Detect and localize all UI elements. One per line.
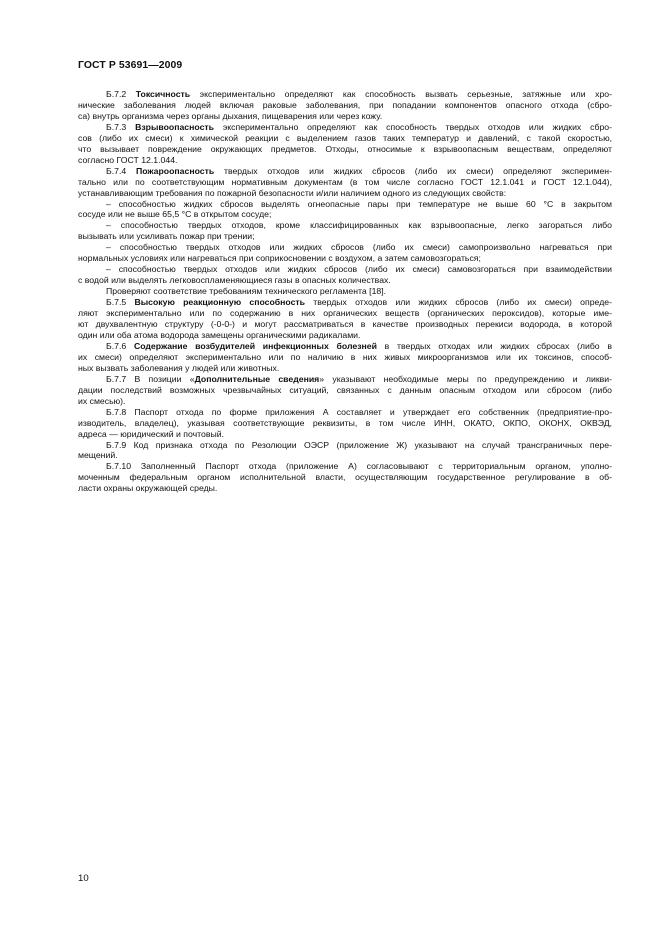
text-line: Б.7.6 Содержание возбудителей инфекционных болезней в твердых отходах или жидких сбросах (либо в	[106, 340, 612, 351]
text-line: адреса — юридический и почтовый.	[78, 428, 224, 439]
page-number: 10	[78, 873, 89, 884]
text-line: сов (либо их смеси) к химической реакции с выделением газов таких температур и давлений, с такой скоростью,	[78, 132, 612, 143]
clause-number: Б.7.6	[106, 340, 127, 351]
text-line: ласти охраны окружающей среды.	[78, 483, 218, 494]
text-line: Б.7.3 Взрывоопасность экспериментально определяют как способность твердых отходов или жидких сбро-	[106, 121, 612, 132]
text-line: Б.7.10 Заполненный Паспорт отхода (приложение А) согласовывают с территориальным органом, уполно-	[106, 461, 612, 472]
document-body	[78, 89, 612, 494]
clause-term: Дополнительные сведения	[194, 373, 320, 384]
clause-number: Б.7.8	[106, 406, 127, 417]
text-line: тально или по соответствующим нормативным документам (в том числе согласно ГОСТ 12.1.041 и ГОСТ 12.1.044),	[78, 176, 612, 187]
clause-term: Пожароопасность	[135, 165, 215, 176]
text-line: Б.7.8 Паспорт отхода по форме приложения А составляет и утверждает его собственник (предприятие-про-	[106, 406, 612, 417]
list-item: – способностью жидких сбросов выделять огнеопасные пары при температуре не выше 60 °С в закрытом	[106, 198, 612, 209]
text-line: согласно ГОСТ 12.1.044.	[78, 154, 178, 165]
text-line: мещений.	[78, 450, 118, 461]
text-line: изводитель, владелец), указывая соответствующие реквизиты, в том числе ИНН, ОКАТО, ОКПО, ОКОНХ, ОКВЭД,	[78, 417, 612, 428]
clause-number: Б.7.4	[106, 165, 127, 176]
text-line: Проверяют соответствие требованиям технического регламента [18].	[106, 286, 387, 297]
text-line: Б.7.5 Высокую реакционную способность твердых отходов или жидких сбросов (либо их смеси) опреде-	[106, 297, 612, 308]
text-line: Б.7.9 Код признака отхода по Резолюции ОЭСР (приложение Ж) указывают на случай трансграничных пере-	[106, 439, 612, 450]
text-line: ляют экспериментально или по содержанию в них органических веществ (органических пероксидов), которые име-	[78, 308, 612, 319]
text-line: вызывать или усиливать пожар при трении;	[78, 231, 255, 242]
text-line: дации последствий возможных чрезвычайных ситуаций, связанных с данным опасным отходом или сбросом (либо	[78, 384, 612, 395]
clause-term: Высокую реакционную способность	[134, 297, 306, 308]
text-line: один или оба атома водорода замещены органическими радикалами.	[78, 329, 361, 340]
text-line: нормальных условиях или нагреваться при соприкосновении с воздухом, а затем самовозгораться;	[78, 253, 481, 264]
clause-number: Б.7.10	[106, 461, 132, 472]
list-item: – способностью твердых отходов или жидких сбросов (либо их смеси) самовозгораться при взаимодействии	[106, 264, 612, 275]
text-line: с водой или выделять легковоспламеняющиеся газы в опасных количествах.	[78, 275, 391, 286]
text-line: сосуде или не выше 65,5 °С в открытом сосуде;	[78, 209, 272, 220]
clause-number: Б.7.2	[106, 89, 127, 99]
list-item: – способностью твердых отходов или жидких сбросов (либо их смеси) самопроизвольно нагреваться при	[106, 242, 612, 253]
text-line: моченным федеральным органом исполнительной власти, осуществляющим государственное регулирование в об-	[78, 472, 612, 483]
text-line: ных вызвать заболевания у людей или животных.	[78, 362, 280, 373]
text-line: Б.7.2 Токсичность экспериментально определяют как способность вызвать серьезные, затяжные или хро-	[106, 89, 612, 99]
clause-term: Взрывоопасность	[135, 121, 214, 132]
text-line: нические заболевания людей включая раковые заболевания, при попадании компонентов опасного отхода (сбро-	[78, 99, 612, 110]
text-line: Б.7.4 Пожароопасность твердых отходов или жидких сбросов (либо их смеси) определяют эксперимен-	[106, 165, 612, 176]
text-line: устанавливающим требования по пожарной безопасности и/или наличием одного из следующих свойств:	[78, 187, 507, 198]
text-line: их смесью).	[78, 395, 126, 406]
text-line: са) внутрь организма через органы дыхания, пищеварения или через кожу.	[78, 110, 383, 121]
document-header: ГОСТ Р 53691—2009	[78, 60, 183, 71]
list-item: – способностью твердых отходов, кроме классифицированных как взрывоопасные, легко загораться либо	[106, 220, 612, 231]
text-line: что вызывает повреждение окружающих предметов. Отходы, относимые к взрывоопасным веществам, определяют	[78, 143, 612, 154]
clause-term: Токсичность	[135, 89, 191, 99]
clause-number: Б.7.9	[106, 439, 127, 450]
clause-number: Б.7.5	[106, 297, 127, 308]
clause-term: Содержание возбудителей инфекционных болезней	[133, 340, 377, 351]
clause-number: Б.7.3	[106, 121, 127, 132]
text-line: Б.7.7 В позиции «Дополнительные сведения» указывают необходимые меры по предупреждению и ликви-	[106, 373, 612, 384]
text-line: их смеси) определяют экспериментально или по наличию в них живых микроорганизмов или их токсинов, способ-	[78, 351, 612, 362]
text-line: ют двухвалентную структуру (-0-0-) и могут рассматриваться в качестве производных перекиси водорода, в которой	[78, 319, 612, 330]
clause-number: Б.7.7	[106, 373, 127, 384]
